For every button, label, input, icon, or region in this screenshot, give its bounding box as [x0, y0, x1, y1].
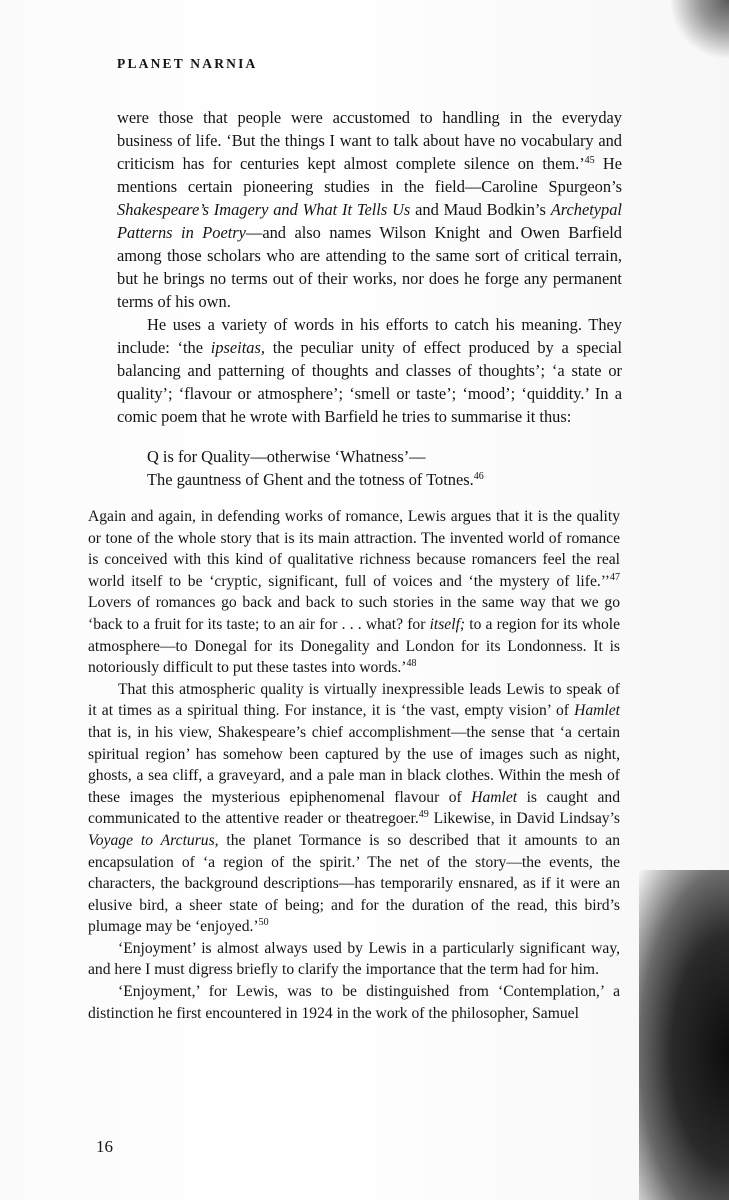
text-run: Again and again, in defending works of romance, Lewis argues that it is the quality or tone of the whole story that is its main attraction. The invented world of romance is conceived with this kind of qualitative richness because romancers feel the real world itself to be ‘cryptic, significant, full of voices and ‘the mystery of life.’’ [88, 508, 620, 590]
italic-title: Voyage to Arcturus, [88, 831, 219, 849]
text-run: ‘Enjoyment’ is almost always used by Lewis in a particularly significant way, and here I must digress briefly to clarify the importance that the term had for him. [88, 939, 620, 979]
page-corner-shadow [669, 0, 729, 60]
text-run: Likewise, in David Lindsay’s [428, 810, 621, 828]
footnote-mark: 47 [610, 571, 620, 583]
verse-quotation [147, 445, 622, 491]
paragraph-1 [117, 106, 622, 313]
paragraph-4 [88, 679, 620, 938]
footnote-mark: 50 [258, 917, 269, 929]
text-run: were those that people were accustomed to handling in the everyday business of life. ‘But the things I want to talk about have no vocabulary and criticism has for centuries kept almost complete silence on them.’ [117, 108, 622, 173]
paragraph-5 [88, 938, 620, 981]
upper-text-block [117, 106, 622, 491]
text-run: to a region for its whole atmosphere—to Donegal for its Donegality and London for its Londonness. It is notoriously difficult to put these tastes into words.’ [88, 615, 620, 677]
footnote-mark: 48 [406, 658, 417, 670]
running-head: PLANET NARNIA [117, 56, 258, 71]
italic-title: ipseitas, [210, 338, 265, 357]
italic-title: itself; [429, 615, 466, 633]
footnote-mark: 49 [418, 809, 429, 821]
text-run: —and also names Wilson Knight and Owen Barfield among those scholars who are attending to the same sort of critical terrain, but he brings no terms out of their works, nor does he forge any permanent terms of his own. [117, 223, 623, 311]
italic-title: Archetypal Patterns in Poetry [117, 200, 622, 242]
text-run: that is, in his view, Shakespeare’s chief accomplishment—the sense that ‘a certain spiritual region’ has somehow been captured by the use of images such as night, ghosts, a sea cliff, a graveyard, and a pale man in black clothes. Within the mesh of these images the mysterious epiphenomenal flavour of [88, 723, 620, 806]
text-run: ‘Enjoyment,’ for Lewis, was to be distinguished from ‘Contemplation,’ a distinction he first encountered in 1924 in the work of the philosopher, Samuel [88, 983, 620, 1022]
footnote-mark: 45 [584, 155, 595, 166]
footnote-mark: 46 [473, 471, 484, 482]
text-run: He uses a variety of words in his efforts to catch his meaning. They include: ‘the [117, 315, 622, 357]
text-run: and Maud Bodkin’s [410, 200, 551, 219]
italic-title: Shakespeare’s Imagery and What It Tells Us [117, 200, 411, 219]
text-run: He mentions certain pioneering studies in the field—Caroline Spurgeon’s [117, 154, 623, 196]
page-number: 16 [96, 1137, 113, 1156]
text-run: the planet Tormance is so described that it amounts to an encapsulation of ‘a region of the spirit.’ The net of the story—the events, the characters, the background descriptions—has temporarily ensnared, as if it were an elusive bird, a sheer state of being; and for the duration of the read, this bird’s plumage may be ‘enjoyed.’ [88, 831, 620, 936]
text-run: is caught and communicated to the attentive reader or theatregoer. [88, 788, 620, 828]
paragraph-2 [117, 313, 622, 428]
paragraph-6 [88, 981, 620, 1024]
text-run: the peculiar unity of effect produced by a special balancing and patterning of thoughts and classes of thoughts’; ‘a state or quality’; ‘flavour or atmosphere’; ‘smell or taste’; ‘mood’; ‘quiddity.’ In a comic poem that he wrote with Barfield he tries to summarise it thus: [117, 338, 622, 426]
italic-title: Hamlet [471, 788, 518, 806]
italic-title: Hamlet [574, 702, 620, 720]
text-run: That this atmospheric quality is virtually inexpressible leads Lewis to speak of it at times as a spiritual thing. For instance, it is ‘the vast, empty vision’ of [88, 680, 620, 720]
verse-line-2 [147, 468, 622, 491]
text-run: Lovers of romances go back and back to such stories in the same way that we go ‘back to a fruit for its taste; to an air for . . . what? for [88, 594, 620, 633]
lower-text-block [88, 506, 620, 1024]
paragraph-3 [88, 506, 620, 679]
verse-line-1: Q is for Quality—otherwise ‘Whatness’— [147, 447, 426, 466]
thumb-shadow [639, 870, 729, 1200]
verse-line-2-text: The gauntness of Ghent and the totness of Totnes. [147, 470, 474, 489]
